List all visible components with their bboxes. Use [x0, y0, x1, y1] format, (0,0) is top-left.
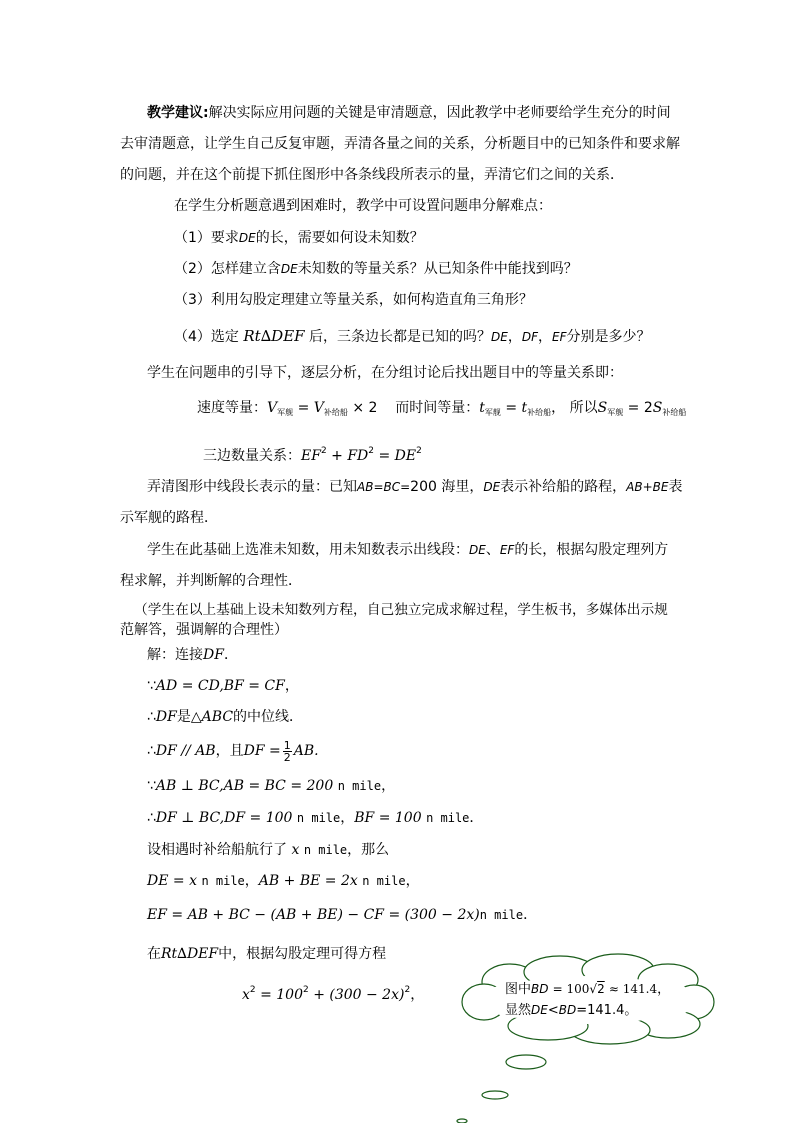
speed-equation: 速度等量：$V_{军舰} = V_{补给船} \times 2$ 而时间等量：$t_{军舰} = t_{补给船}$， 所以$S_{军舰} = 2S_{补给船}$: [197, 400, 687, 417]
para1-line2: 去审清题意，让学生自己反复审题，弄清各量之间的关系，分析题目中的已知条件和要求解: [120, 136, 680, 152]
solution-step-2: ∵AD = CD,BF = CF，: [147, 678, 299, 694]
solution-step-1: 解：连接DF．: [147, 647, 238, 663]
teaching-advice-label: 教学建议:: [147, 105, 209, 121]
cloud-line-1: 图中BD = 100√2 ≈ 141.4，: [505, 982, 671, 997]
three-side-relation: 三边数量关系：$EF^2 + FD^2 = DE^2$: [203, 446, 422, 464]
para1-line1: 教学建议:解决实际应用问题的关键是审清题意，因此教学中老师要给学生充分的时间: [147, 105, 671, 121]
para6-line1: 弄清图形中线段长表示的量：已知AB=BC=200 海里，DE表示补给船的路程，AB+BE表: [147, 479, 683, 495]
question-1: （1）要求DE的长，需要如何设未知数？: [174, 230, 424, 246]
solution-step-10: 在Rt∆DEF中，根据勾股定理可得方程: [147, 946, 387, 962]
solution-step-5: ∵AB ⊥ BC,AB = BC = 200 n mile，: [147, 778, 396, 794]
solution-step-4: ∴DF // AB，且DF = $\frac{1}{2}$ AB.: [147, 738, 319, 764]
cloud-bubbles: [457, 1055, 546, 1123]
solution-step-8: DE = x n mile，AB + BE = 2x n mile，: [147, 873, 420, 889]
solution-step-3: ∴DF是△ABC的中位线．: [147, 709, 304, 725]
pythagorean-equation: $x^2 = 100^2 + (300 - 2x)^2$，: [242, 985, 425, 1003]
solution-step-9: EF = AB + BC − (AB + BE) − CF = (300 − 2x)n mile．: [147, 907, 538, 923]
cloud-line-2: 显然DE<BD=141.4。: [505, 1003, 638, 1018]
question-4: （4）选定 Rt∆DEF 后，三条边长都是已知的吗？DE，DF，EF分别是多少？: [174, 327, 651, 345]
intro-text: 在学生分析题意遇到困难时，教学中可设置问题串分解难点：: [174, 198, 552, 214]
para1-line3: 的问题，并在这个前提下抓住图形中各条线段所表示的量，弄清它们之间的关系．: [120, 167, 624, 183]
para-relation-intro: 学生在问题串的引导下，逐层分析，在分组讨论后找出题目中的等量关系即：: [147, 365, 623, 381]
question-3: （3）利用勾股定理建立等量关系，如何构造直角三角形？: [174, 292, 533, 308]
para7-line2: 程求解，并判断解的合理性．: [120, 573, 302, 589]
para7-line1: 学生在此基础上选准未知数，用未知数表示出线段：DE、EF的长，根据勾股定理列方: [147, 542, 669, 558]
solution-step-6: ∴DF ⊥ BC,DF = 100 n mile，BF = 100 n mile．: [147, 810, 484, 826]
solution-step-7: 设相遇时补给船航行了 x n mile，那么: [147, 842, 390, 858]
one-half-fraction: $\frac{1}{2}$: [283, 738, 291, 764]
para6-line2: 示军舰的路程．: [120, 510, 218, 526]
para8-line1: （学生在以上基础上设未知数列方程，自己独立完成求解过程，学生板书，多媒体出示规: [134, 602, 668, 618]
para8-line2: 范解答，强调解的合理性）: [120, 622, 288, 638]
question-2: （2）怎样建立含DE未知数的等量关系？从已知条件中能找到吗？: [174, 261, 578, 277]
